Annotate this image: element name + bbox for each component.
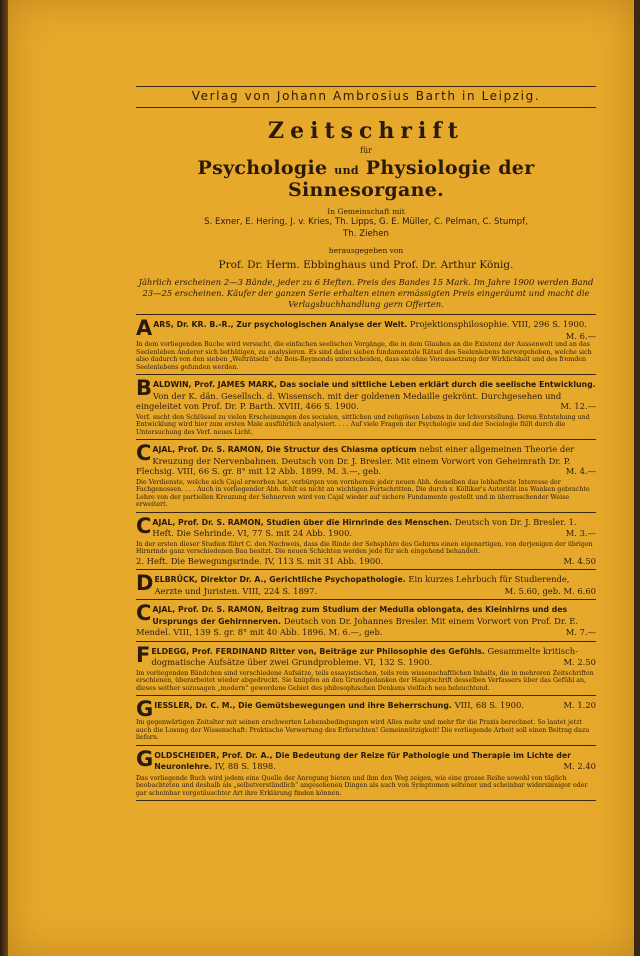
entry-author-title: AJAL, Prof. Dr. S. RAMON, Die Structur des Chiasma opticum — [152, 445, 417, 454]
book-list — [136, 315, 596, 801]
entry-description: Verf. sucht den Schlüssel zu vielen Erscheinungen des socialen, sittlichen und religiösen Lebens in der Ichvorstellung. Deren Entstehung und Entwicklung wird hier zum ersten Male ausführlich analysiert. . . . Auf viele Fragen der Psychologie und der Sociologie fällt durch die Untersuchung des Verf. neues Licht. — [136, 413, 590, 436]
entry-price: M. 7.— — [565, 627, 596, 637]
book-entry — [136, 570, 596, 600]
journal-title: Zeitschrift — [268, 118, 464, 144]
entry-price: M. 2.40 — [563, 761, 596, 771]
book-entry — [136, 696, 596, 746]
entry-author-title: ALDWIN, Prof. JAMES MARK, Das sociale und sittliche Leben erklärt durch die seelische Entwicklung. — [153, 380, 596, 389]
page-sheet — [8, 0, 634, 956]
book-entry — [136, 315, 596, 375]
book-entry-header — [136, 571, 596, 596]
book-entry — [136, 513, 596, 571]
book-entry — [136, 375, 596, 440]
book-entry-header — [136, 513, 596, 539]
entry-initial: A — [136, 316, 153, 340]
subtitle-part2: Physiologie der Sinnesorgane. — [287, 157, 535, 201]
book-entry — [136, 440, 596, 513]
entry-price: M. 12.— — [560, 401, 596, 411]
entry-initial: C — [136, 441, 152, 465]
entry-initial: G — [136, 697, 154, 721]
entry-author-title: ELBRÜCK, Direktor Dr. A., Gerichtliche Psychopathologie. — [154, 575, 406, 584]
entry-initial: G — [136, 746, 154, 771]
entry-details: nebst einer allgemeinen Theorie der Kreuzung der Nervenbahnen. Deutsch von Dr. J. Bresler. Mit einem Vorwort von Geheimrath Dr. P. Flechsig. VIII, 66 S. gr. 8° mit 12 Abb. 1899. M. 3.—, geb. — [136, 444, 575, 476]
editors-line: Prof. Dr. Herm. Ebbinghaus und Prof. Dr. Arthur König. — [218, 259, 514, 271]
collaborators-line: S. Exner, E. Hering, J. v. Kries, Th. Lipps, G. E. Müller, C. Pelman, C. Stumpf, — [204, 217, 528, 227]
journal-subtitle — [136, 157, 596, 201]
book-entry — [136, 600, 596, 642]
entry-details: Ein kurzes Lehrbuch für Studierende, Aerzte und Juristen. VIII, 224 S. 1897. — [154, 574, 570, 596]
subvolume-title: 2. Heft. Die Bewegungsrinde. IV, 113 S. mit 31 Abb. 1900. — [136, 555, 384, 566]
entry-details: Von der K. dän. Gesellsch. d. Wissensch. mit der goldenen Medaille gekrönt. Durchgesehen und eingeleitet von Prof. Dr. P. Barth. XVIII, 466 S. 1900. — [136, 390, 562, 411]
entry-initial: F — [136, 642, 151, 667]
subvolume-price: M. 4.50 — [563, 555, 596, 566]
entry-price: M. 6.— — [565, 330, 596, 341]
in-gemeinschaft-label: In Gemeinschaft mit — [327, 207, 405, 216]
page-content — [136, 86, 596, 801]
book-entry — [136, 746, 596, 802]
entry-details: VIII, 68 S. 1900. — [454, 700, 524, 710]
entry-price: M. 2.50 — [563, 657, 596, 667]
entry-details: IV, 88 S. 1898. — [214, 761, 276, 771]
entry-description: In der ersten dieser Studien führt C. den Nachweis, dass die Rinde der Sehsphäre des Gehirns einen eigenartigen, von derjenigen der übrigen Hirnrinde ganz verschiedenen Bau besitzt. Die neuen Schichten werden jede für sich eingehend behandelt. — [136, 540, 593, 555]
entry-initial: C — [136, 513, 152, 538]
entry-author-title: ARS, Dr. KR. B.-R., Zur psychologischen Analyse der Welt. — [153, 320, 408, 329]
book-spine-edge — [0, 0, 8, 956]
book-entry-header — [136, 376, 596, 412]
entry-price: M. 5.60, geb. M. 6.60 — [504, 585, 596, 596]
book-entry-header — [136, 601, 596, 638]
entry-description: Die Verdienste, welche sich Cajal erworben hat, verbürgen von vornherein jeder neuen Abh. desselben das lebhafteste Interesse der Fachgenossen. . . . Auch in vorliegender Abh. fehlt es nicht an wichtigen Fortschritten. Die durch v. Kölliker's Autorität ins Wanken gebrachte Lehre von der partiellen Kreuzung der Sehnerven wird von Cajal wieder auf sichere Fundamente gestellt und in überraschender Weise erweitert. — [136, 478, 590, 508]
subtitle-und: und — [334, 164, 359, 177]
entry-author-title: AJAL, Prof. Dr. S. RAMON, Beitrag zum Studium der Medulla oblongata, des Kleinhirns und des Ursprungs der Gehirnnerven. — [152, 605, 568, 626]
subscription-info: Jährlich erscheinen 2—3 Bände, jeder zu 6 Heften. Preis des Bandes 15 Mark. Im Jahre 1900 werden Band 23—25 erscheinen. Käufer der ganzen Serie erhalten einen ermässigten Preis eingeräumt und macht die Verlagsbuchhandlung gern Offerten. — [136, 277, 596, 315]
entry-subvolume — [136, 556, 596, 567]
title-for: für — [360, 146, 372, 155]
collaborators-line-2: Th. Ziehen — [343, 229, 389, 239]
publisher-line: Verlag von Johann Ambrosius Barth in Leipzig. — [136, 87, 596, 108]
entry-author-title: IESSLER, Dr. C. M., Die Gemütsbewegungen und ihre Beherrschung. — [154, 701, 452, 710]
entry-description: In dem vorliegenden Buche wird versucht, die einfachen seelischen Vorgänge, die in dem Glauben an die Existenz der Aussenwelt und an das Seelenleben Anderer sich bethätigen, zu analysieren. Es sind dabei sieben fundamentale Rätsel des Seelenlebens hervorgehoben, welche sich also dadurch von den sieben „Welträtseln“ du Bois-Reymonds unterscheiden, dass sie ohne Voraussetzung der Wirklichkeit und des fremden Seelenlebens gefunden werden. — [136, 341, 592, 371]
entry-initial: D — [136, 571, 154, 595]
herausgegeben-label: herausgegeben von — [328, 246, 404, 255]
entry-initial: B — [136, 376, 153, 400]
entry-description: Im gegenwärtigen Zeitalter mit seinen erschwerten Lebensbedingungen wird Alles mehr und mehr für die Praxis berechnet. So lautet jetzt auch die Losung der Wissenschaft: Praktische Verwertung des Erforschten! Gemeinnützigkeit! Die vorliegende Arbeit soll einen Beitrag dazu liefern. — [136, 719, 590, 741]
entry-details: Deutsch von Dr. Johannes Bresler. Mit einem Vorwort von Prof. Dr. E. Mendel. VIII, 139 S. gr. 8° mit 40 Abb. 1896. M. 6.—, geb. — [136, 615, 579, 637]
entry-details: Deutsch von Dr. J. Bresler. 1. Heft. Die Sehrinde. VI, 77 S. mit 24 Abb. 1900. — [152, 516, 577, 538]
entry-author-title: ELDEGG, Prof. FERDINAND Ritter von, Beiträge zur Philosophie des Gefühls. — [151, 646, 485, 656]
entry-price: M. 1.20 — [563, 700, 596, 710]
book-entry-header — [136, 441, 596, 477]
book-entry-header — [136, 642, 596, 668]
entry-description: Das vorliegende Buch wird jedem eine Quelle der Anregung bieten und ihm den Weg zeigen, wie eine grosse Reihe sowohl von täglich beobachteten und deshalb als „selbstverständlich“ angesehenen Dingen als auch von Symptomen seltener und scheinbar widersinniger oder gar scheinbar vorgetäuschter Art ihre Erklärung finden können. — [136, 774, 588, 797]
book-entry — [136, 642, 596, 697]
entry-details: Gesammelte kritisch-dogmatische Aufsätze über zwei Grundprobleme. VI, 132 S. 1900. — [151, 645, 578, 667]
entry-author-title: AJAL, Prof. Dr. S. RAMON, Studien über die Hirnrinde des Menschen. — [152, 517, 453, 527]
subtitle-part1: Psychologie — [197, 157, 328, 179]
book-entry-header — [136, 697, 596, 721]
entry-initial: C — [136, 601, 152, 625]
entry-author-title: OLDSCHEIDER, Prof. Dr. A., Die Bedeutung der Reize für Pathologie und Therapie im Lichte der Neuronlehre. — [154, 750, 572, 771]
entry-details: Projektionsphilosophie. VIII, 296 S. 1900. — [409, 319, 587, 329]
entry-price: M. 3.— — [565, 528, 596, 538]
book-entry-header — [136, 316, 596, 341]
entry-price: M. 4.— — [565, 466, 596, 476]
book-entry-header — [136, 746, 596, 773]
entry-description: Im vorliegenden Bändchen sind verschiedene Aufsätze, teils essayistischen, teils rein wissenschaftlichen Inhalts, die in mehreren Zeitschriften erschienen, überarbeitet wieder abgedruckt. Sie knüpfen an den Grundgedanken der Hauptschrift desselben Verfassers über das Gefühl an, dieses seither sozusagen „modern“ gewordene Gebiet des philosophischen Denkens vielfach neu beleuchtend. — [136, 669, 594, 692]
